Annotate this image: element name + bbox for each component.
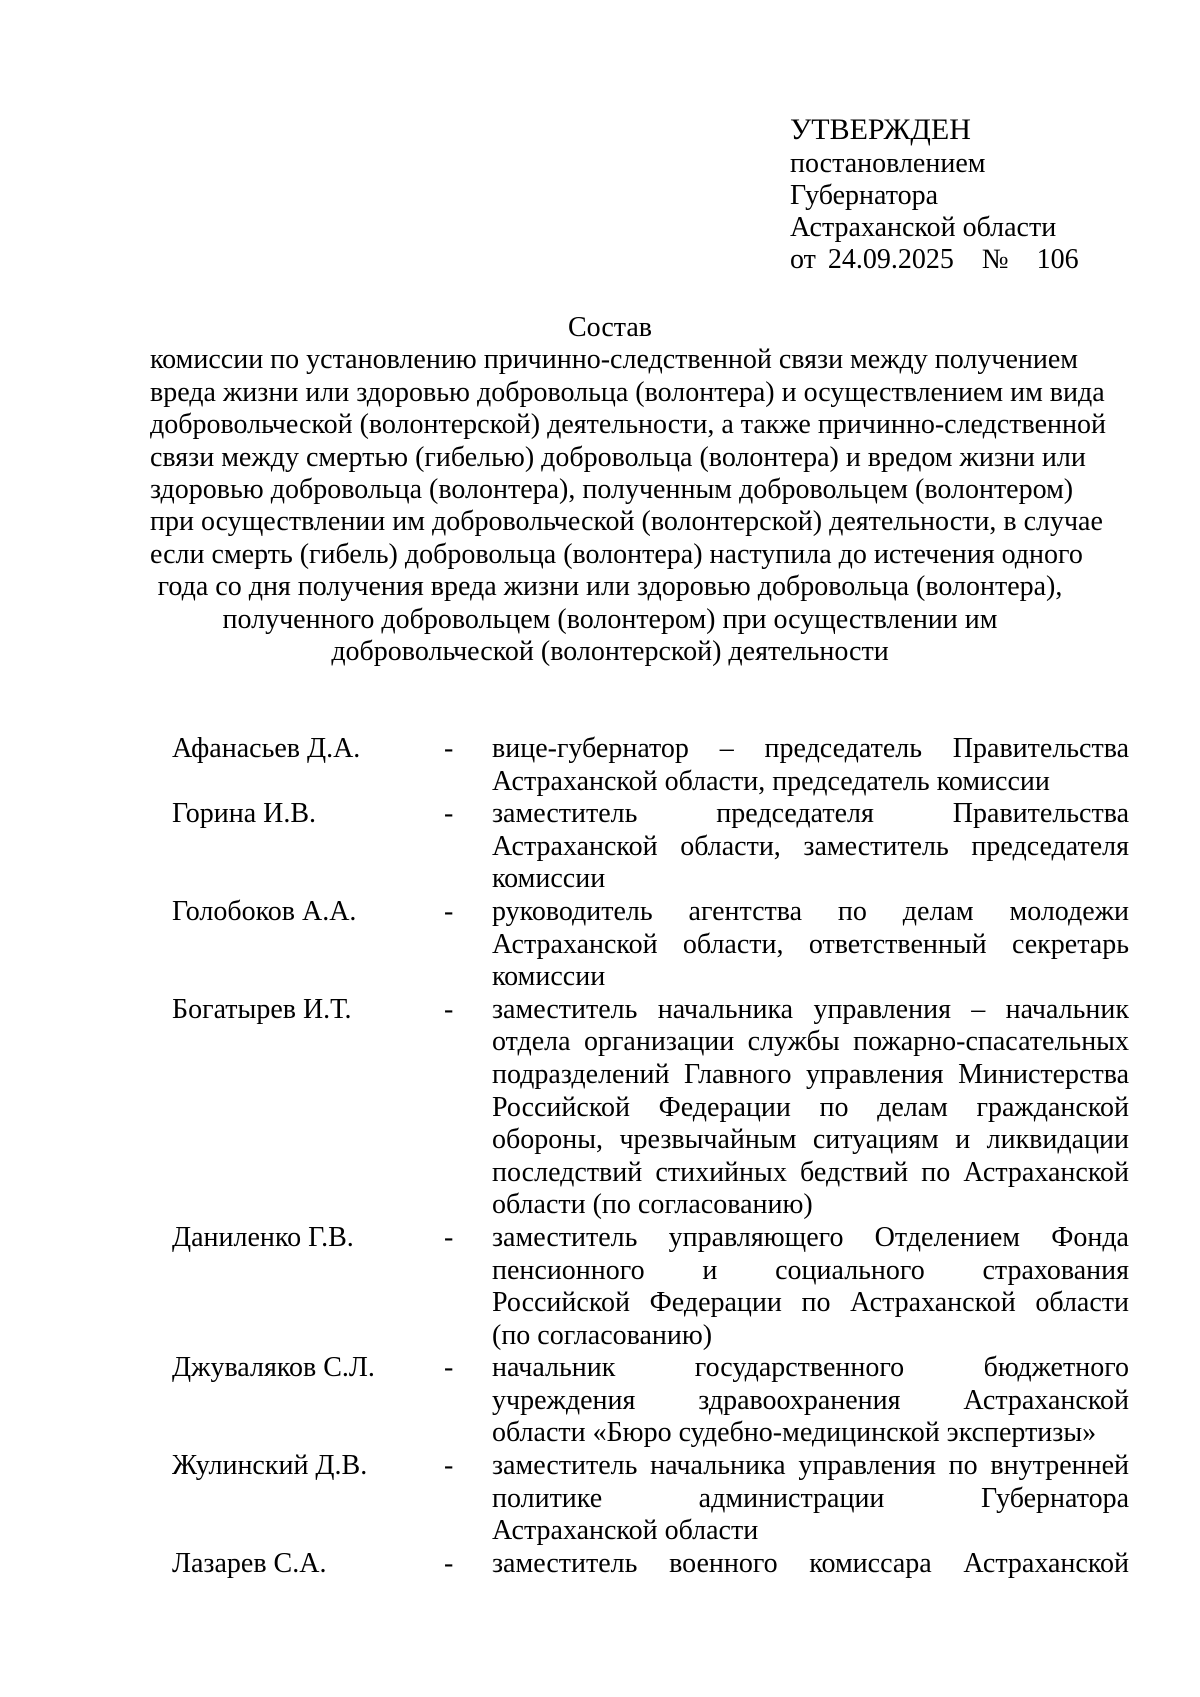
position-line: области «Бюро судебно-медицинской экспертизы» bbox=[492, 1417, 1097, 1449]
member-row bbox=[172, 1352, 1137, 1450]
member-name: Афанасьев Д.А. bbox=[172, 733, 361, 764]
position-line: комиссии bbox=[492, 863, 606, 895]
date-prefix: от bbox=[790, 244, 816, 275]
position-line: подразделений Главного управления Министерства bbox=[492, 1058, 1129, 1090]
member-row bbox=[172, 896, 1137, 994]
member-position bbox=[492, 1450, 1129, 1548]
position-line: руководитель агентства по делам молодежи bbox=[492, 895, 1129, 927]
approval-title: УТВЕРЖДЕН bbox=[790, 113, 971, 146]
title-line: если смерть (гибель) добровольца (волонтера) наступила до истечения одного bbox=[150, 538, 1083, 570]
position-line: заместитель начальника управления по внутренней bbox=[492, 1450, 1129, 1482]
position-line: заместитель начальника управления – начальник bbox=[492, 993, 1129, 1025]
position-line: начальник государственного бюджетного bbox=[492, 1352, 1129, 1384]
position-line: отдела организации службы пожарно-спасательных bbox=[492, 1026, 1129, 1058]
member-dash: - bbox=[444, 895, 454, 927]
position-line: заместитель председателя Правительства bbox=[492, 798, 1129, 830]
member-position bbox=[492, 1548, 1129, 1581]
position-line: последствий стихийных бедствий по Астраханской bbox=[492, 1156, 1129, 1188]
position-line: пенсионного и социального страхования bbox=[492, 1254, 1129, 1286]
title-line: связи между смертью (гибелью) добровольца (волонтера) и вредом жизни или bbox=[150, 441, 1086, 473]
member-row bbox=[172, 733, 1137, 798]
position-line: области (по согласованию) bbox=[492, 1189, 813, 1221]
title-line: вреда жизни или здоровью добровольца (волонтера) и осуществлением им вида bbox=[150, 376, 1105, 408]
position-line: обороны, чрезвычайным ситуациям и ликвидации bbox=[492, 1124, 1129, 1156]
member-name: Даниленко Г.В. bbox=[172, 1221, 354, 1253]
position-line: заместитель управляющего Отделением Фонда bbox=[492, 1221, 1129, 1253]
member-dash: - bbox=[444, 1221, 454, 1253]
member-position bbox=[492, 994, 1129, 1222]
member-name: Лазарев С.А. bbox=[172, 1547, 327, 1579]
title-line: здоровью добровольца (волонтера), полученным добровольцем (волонтером) bbox=[150, 474, 1074, 506]
member-name: Голобоков А.А. bbox=[172, 895, 357, 927]
approval-line-3: Астраханской области bbox=[790, 212, 1057, 243]
title-line: года со дня получения вреда жизни или здоровью добровольца (волонтера), bbox=[157, 571, 1063, 603]
member-name: Горина И.В. bbox=[172, 798, 317, 830]
position-line: вице-губернатор – председатель Правительства bbox=[492, 733, 1129, 764]
member-dash: - bbox=[444, 798, 454, 830]
approval-date: 24.09.2025 bbox=[827, 244, 954, 275]
member-position bbox=[492, 1222, 1129, 1352]
position-line: Астраханской области bbox=[492, 1515, 759, 1547]
member-name: Богатырев И.Т. bbox=[172, 993, 352, 1025]
title-line: при осуществлении им добровольческой (волонтерской) деятельности, в случае bbox=[150, 506, 1103, 538]
member-row bbox=[172, 1548, 1137, 1581]
member-row bbox=[172, 798, 1137, 896]
approval-number: 106 bbox=[1036, 244, 1079, 275]
position-line: политике администрации Губернатора bbox=[492, 1482, 1129, 1514]
member-name: Жулинский Д.В. bbox=[172, 1450, 368, 1482]
number-sign: № bbox=[981, 244, 1009, 275]
member-dash: - bbox=[444, 1352, 454, 1384]
member-dash: - bbox=[444, 733, 454, 764]
member-dash: - bbox=[444, 1450, 454, 1482]
approval-line-2: Губернатора bbox=[790, 180, 939, 211]
member-position bbox=[492, 798, 1129, 896]
title-line: комиссии по установлению причинно-следственной связи между получением bbox=[150, 344, 1079, 376]
members-list bbox=[172, 733, 1137, 1580]
position-line: учреждения здравоохранения Астраханской bbox=[492, 1384, 1129, 1416]
member-position bbox=[492, 1352, 1129, 1450]
position-line: комиссии bbox=[492, 961, 606, 993]
member-name: Джуваляков С.Л. bbox=[172, 1352, 375, 1384]
title-line: добровольческой (волонтерской) деятельности, а также причинно-следственной bbox=[150, 409, 1106, 441]
member-row bbox=[172, 1450, 1137, 1548]
title-line: полученного добровольцем (волонтером) при осуществлении им bbox=[222, 603, 998, 635]
position-line: Астраханской области, ответственный секретарь bbox=[492, 928, 1129, 960]
member-row bbox=[172, 994, 1137, 1222]
position-line: Астраханской области, заместитель председателя bbox=[492, 830, 1129, 862]
approval-line-1: постановлением bbox=[790, 148, 986, 179]
position-line: Российской Федерации по делам гражданской bbox=[492, 1091, 1129, 1123]
member-dash: - bbox=[444, 993, 454, 1025]
approval-stamp bbox=[790, 112, 1170, 276]
document-title bbox=[150, 312, 1106, 668]
member-row bbox=[172, 1222, 1137, 1352]
position-line: Астраханской области, председатель комиссии bbox=[492, 765, 1050, 797]
member-position bbox=[492, 896, 1129, 994]
position-line: Российской Федерации по Астраханской области bbox=[492, 1287, 1129, 1319]
title-line: добровольческой (волонтерской) деятельности bbox=[331, 636, 889, 668]
position-line: (по согласованию) bbox=[492, 1319, 713, 1351]
approval-date-line bbox=[790, 244, 1170, 276]
member-dash: - bbox=[444, 1547, 454, 1579]
position-line: заместитель военного комиссара Астраханской bbox=[492, 1547, 1129, 1579]
title-heading: Состав bbox=[567, 312, 653, 343]
member-position bbox=[492, 733, 1129, 798]
